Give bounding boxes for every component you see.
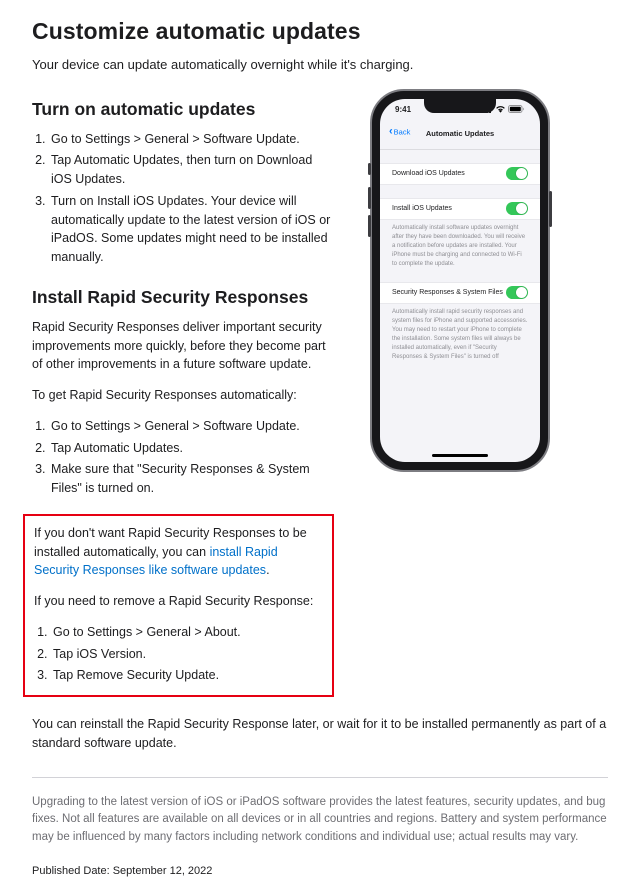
list-item: 1. Go to Settings > General > About. [51,623,323,642]
red-annotation-box [23,514,334,697]
intro-text: Your device can update automatically overnight while it's charging. [32,57,414,72]
rapid-paragraph-1: Rapid Security Responses deliver important security improvements more quickly, before they become part of other improvements in a future software update. [32,319,326,372]
row-label: Install iOS Updates [392,205,452,212]
download-ios-updates-toggle[interactable] [506,167,528,180]
nav-title: Automatic Updates [425,128,495,138]
back-label: Back [393,127,411,137]
security-responses-toggle[interactable] [506,286,528,299]
illustration-column [334,79,608,472]
row-label: Download iOS Updates [392,170,465,177]
nav-bar [380,116,540,150]
disclaimer-text: Upgrading to the latest version of iOS or iPadOS software provides the latest features, security updates, and bug fixes. Not all features are available on all devices or in all countries and regions. Battery and system performance may be influenced by many factors including network conditions and individual use; actual results may vary. [32,795,607,844]
list-item: 2. Tap Automatic Updates, then turn on Download iOS Updates. [49,151,334,189]
mute-switch [368,163,371,175]
wifi-icon [495,105,506,113]
list-item: 3. Tap Remove Security Update. [51,666,323,685]
highlight-paragraph-2: If you need to remove a Rapid Security Response: [34,594,314,608]
rapid-steps [32,417,334,498]
text-before-link: If you don't want Rapid Security Responses to be installed automatically, you can [34,525,307,559]
content-columns [32,79,608,698]
list-item: 2. Tap iOS Version. [51,645,323,664]
home-indicator [432,454,488,457]
list-item: 1. Go to Settings > General > Software Update. [49,130,334,149]
divider [32,777,608,778]
list-item: 3. Make sure that "Security Responses & System Files" is turned on. [49,460,334,498]
back-button[interactable] [389,125,411,138]
outro-text: You can reinstall the Rapid Security Response later, or wait for it to be installed permanently as part of a standard software update. [32,717,607,750]
volume-down-button [368,215,371,237]
settings-group-download [380,163,540,185]
list-item: 2. Tap Automatic Updates. [49,439,334,458]
volume-up-button [368,187,371,209]
section-heading-turn-on: Turn on automatic updates [32,98,256,119]
turn-on-steps [32,130,334,267]
page-title: Customize automatic updates [32,18,361,44]
phone-screen [380,99,540,462]
install-updates-footnote: Automatically install software updates overnight after they have been downloaded. You will receive a notification before updates are installed. Your iPhone must be charging and connected to Wi-Fi to complete the update. [392,224,526,267]
chevron-left-icon: ‹ [389,125,393,138]
security-responses-footnote: Automatically install rapid security responses and system files for iPhone and supported accessories. You may need to restart your iPhone to complete the installation. Some system files will always be installed automatically, even if "Security Responses & System Files" is turned off [392,308,528,360]
row-label: Security Responses & System Files [392,289,503,296]
remove-steps [34,623,323,685]
rapid-paragraph-2: To get Rapid Security Responses automatically: [32,388,297,402]
section-heading-rapid-security: Install Rapid Security Responses [32,286,309,307]
settings-group-security [380,282,540,362]
install-ios-updates-toggle[interactable] [506,202,528,215]
status-time: 9:41 [395,104,412,114]
settings-group-install [380,198,540,269]
list-item: 3. Turn on Install iOS Updates. Your device will automatically update to the latest version of iOS or iPadOS. Some updates might need to be installed manually. [49,192,334,267]
iphone-illustration [370,89,550,472]
notch [424,99,496,113]
settings-row-install-ios-updates [380,198,540,220]
text-after-link: . [266,563,270,578]
article-body [32,79,334,698]
install-rsr-link[interactable]: install Rapid Security Responses like software updates [34,544,278,578]
settings-row-security-responses [380,282,540,304]
highlight-paragraph-1 [34,524,323,580]
battery-icon [508,105,525,113]
published-date: Published Date: September 12, 2022 [32,864,213,877]
power-button [549,191,552,227]
list-item: 1. Go to Settings > General > Software Update. [49,417,334,436]
settings-row-download-ios-updates [380,163,540,185]
